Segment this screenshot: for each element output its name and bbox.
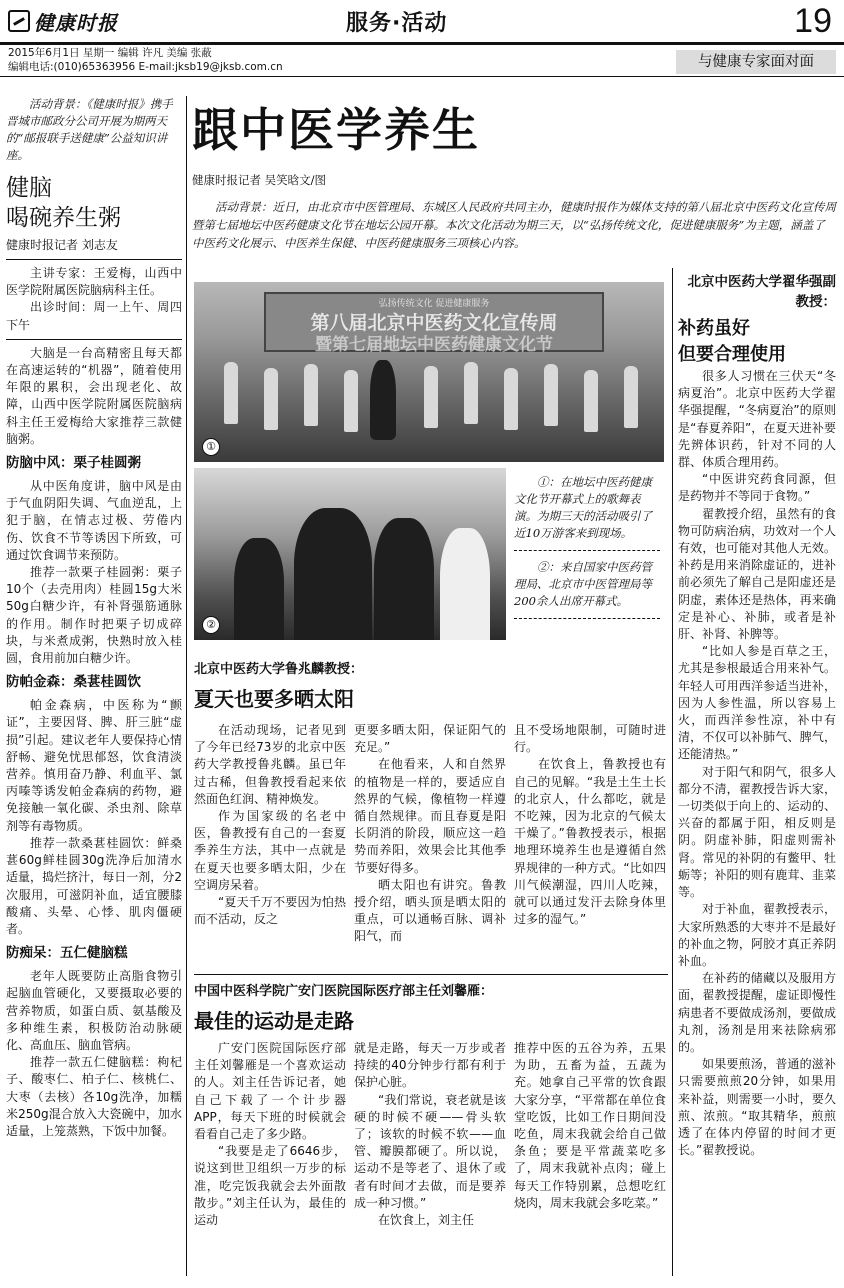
article2-col1 [194,1040,346,1229]
article1-paragraph: “夏天千万不要因为怕热而不活动，反之 [194,895,346,927]
masthead [0,0,844,78]
logo-text: 健康时报 [34,10,118,35]
left-paragraph: 老年人既要防止高脂食物引起脑血管硬化，又要摄取必要的营养物质，如蛋白质、氨基酸及多种维生素，积极防治动脉硬化、高血压、脑血管病。 [6,969,182,1052]
section-title: 服务·活动 [346,11,448,36]
left-paragraph: 推荐一款栗子桂圆粥：栗子10个（去壳用肉）桂圆15g大米50g白糖少许，有补肾强筋通脉的作用。制作时把栗子切成碎块，与米煮成粥，快熟时放入桂圆，食用前加白糖少许。 [6,565,182,666]
masthead-rule [0,42,844,45]
article1-col1 [194,722,346,946]
right-title-line1: 补药虽好 [678,318,750,339]
dancer-figure [544,364,558,426]
banner-line2: 暨第七届地坛中医药健康文化节 [315,335,553,355]
left-background: 活动背景：《健康时报》携手晋城市邮政分公司开展为期两天的“邮报联手送健康”公益知识讲座。 [6,97,173,162]
article2-paragraph: “我要是走了6646步，说这到世卫组织一万步的标准，吃完饭我就会去外面散散步。”刘主任认为，最佳的运动 [194,1144,346,1228]
dashed-divider [514,550,660,551]
left-subhead-3: 防痴呆：五仁健脑糕 [6,945,128,962]
date-line: 2015年6月1日 星期一 编辑 许凡 美编 张蔽 [8,47,212,59]
column-divider [186,96,187,1276]
dancer-figure [504,368,518,430]
right-paragraph: 很多人习惯在三伏天“冬病夏治”。北京中医药大学翟华强提醒，“冬病夏治”的原则是“春夏养阳”，在夏天进补要先辨体识药，针对不同的人群、体质合理用药。 [678,369,836,470]
newspaper-logo [8,6,118,36]
dancer-figure [344,370,358,432]
photo-captions [514,474,660,627]
stage-banner [264,292,604,355]
left-paragraph: 推荐一款五仁健脑糕：枸杞子、酸枣仁、柏子仁、核桃仁、大枣（去核）各10g洗净，加糯米250g混合放入大瓷碗中，加水适量，上笼蒸熟，下饭中加餐。 [6,1055,182,1138]
left-paragraph: 推荐一款桑葚桂圆饮：鲜桑葚60g鲜桂圆30g洗净后加清水适量，捣烂挤汁，每日一剂，分2次服用，可滋阴补血，适宜腰膝酸痛、头晕、心悸、肌肉僵硬者。 [6,835,182,936]
main-byline: 健康时报记者 吴笑晗文/图 [192,173,327,187]
column-tagline: 与健康专家面对面 [676,50,836,74]
main-background: 活动背景：近日，由北京市中医管理局、东城区人民政府共同主办，健康时报作为媒体支持的第八届北京中医药文化宣传周暨第七届地坛中医药健康文化节在地坛公园开幕。本次文化活动为期三天，以“弘扬传统文化，促进健康服务”为主题，涵盖了中医药文化展示、中医养生保健、中医药健康服务三项核心内容。 [192,200,836,250]
article1-body [194,722,668,946]
dashed-divider [514,618,660,619]
dancer-figure [464,362,478,424]
article1-paragraph: 在活动现场，记者见到了今年已经73岁的北京中医药大学教授鲁兆麟。虽已年过古稀，但鲁教授看起来依然面色红润、精神焕发。 [194,723,346,806]
photo-number-badge: ① [202,438,220,456]
main-feature-header [192,98,836,252]
left-byline: 健康时报记者 刘志友 [6,238,118,252]
article2-paragraph: “我们常说，衰老就是该硬的时候不硬——骨头软了；该软的时候不软——血管、瓣膜都硬了。所以说，运动不是等老了、退休了或者有时间才去做，而是要养成一种习惯。” [354,1092,506,1210]
right-paragraph: 对于补血，翟教授表示，大家所熟悉的大枣并不是最好的补血之物，阿胶才真正养阴补血。 [678,902,836,968]
left-paragraph: 帕金森病，中医称为“颤证”，主要因肾、脾、肝三脏“虚损”引起。建议老年人要保持心情舒畅、避免忧思郁怒，饮食清淡营养。慎用奋乃静、利血平、氯丙嗪等诱发帕金森病的药物，避免接触一氧化碳、杀虫剂、除草剂等有毒物质。 [6,698,182,833]
left-column-article [6,96,182,1140]
article2-header [194,982,668,1036]
photo-audience-guests [194,468,506,640]
article2-intro: 中国中医科学院广安门医院国际医疗部主任刘馨雁： [194,984,494,999]
masthead-bottom-rule [0,76,844,77]
right-paragraph: 对于阳气和阴气，很多人都分不清，翟教授告诉大家，一切类似于向上的、运动的、兴奋的都属于阳，相反则是阴。阴虚补肺，阳虚则需补肾。常见的补阴的有鳖甲、牡蛎等；补阳的则有鹿茸、韭菜等。 [678,764,836,900]
article2-title: 最佳的运动是走路 [194,1009,354,1033]
right-paragraph: 在补药的储藏以及服用方面，翟教授提醒，虚证即慢性病患者不要做成汤剂，要做成丸剂，汤剂是用来祛除病邪的。 [678,971,836,1054]
caption-2: ②：来自国家中医药管理局、北京市中医管理局等200余人出席开幕式。 [514,560,652,608]
article1-paragraph: 更要多晒太阳，保证阳气的充足。” [354,723,506,755]
divider [6,339,182,340]
article1-paragraph: 且不受场地限制，可随时进行。 [514,723,666,755]
main-headline: 跟中医学养生 [192,103,480,157]
right-paragraph: 翟教授介绍，虽然有的食物可防病治病，功效对一个人有效，也可能对其他人无效。补药是用来消除虚证的，进补前必须先了解自己是阳虚还是阴虚，素体还是热体，再来确定是补心、补肺，或者是补肝、补肾、补脾等。 [678,506,836,642]
issue-meta [8,46,283,74]
left-subhead-2: 防帕金森：桑葚桂圆饮 [6,674,141,691]
column-divider [672,268,673,1276]
photo-opening-performance [194,282,664,462]
article1-title: 夏天也要多晒太阳 [194,687,354,711]
logo-mark-icon [8,10,30,32]
left-title-line2: 喝碗养生粥 [6,204,121,230]
dancer-figure [584,370,598,432]
right-column-article [678,272,836,1159]
host-figure [370,360,396,440]
article1-paragraph: 在饮食上，鲁教授也有自己的见解。“我是土生土长的北京人，什么都吃，就是不吃辣，因为北京的气候太干燥了。”鲁教授表示，根据地理环境养生也是遵循自然界规律的一种方式。“比如四川气候潮湿，四川人吃辣，就可以通过发汗去除身体里过多的湿气。” [514,757,666,927]
right-paragraph: “中医讲究药食同源，但是药物并不等同于食物。” [678,472,836,504]
right-paragraph: 如果要煎汤，普通的滋补只需要煎煎20分钟，如果用来补益，则需要一小时，要久煎、浓煎。“取其精华，煎煎透了在体内停留的时间才更长。”翟教授说。 [678,1057,836,1158]
article2-body [194,1040,668,1229]
article1-paragraph: 在他看来，人和自然界的植物是一样的，要适应自然界的气候，像植物一样遵循自然规律。而且春夏是阳长阴消的阶段，顺应这一趋势而养阳，效果会比其他季节要好得多。 [354,757,506,875]
left-title [6,172,182,232]
article2-paragraph: 在饮食上，刘主任 [378,1213,475,1228]
dancer-figure [304,364,318,426]
divider [6,259,182,260]
page-number: 19 [794,2,832,40]
article1-paragraph: 晒太阳也有讲究。鲁教授介绍，晒头顶是晒太阳的重点，可以通畅百脉、调补阳气，而 [354,877,506,944]
dancer-figure [624,366,638,428]
article2-paragraph: 广安门医院国际医疗部主任刘馨雁是一个喜欢运动的人。刘主任告诉记者，她自己下载了一个计步器APP，每天下班的时候就会看看自己走了多少路。 [194,1041,346,1142]
article2-paragraph: 推荐中医的五谷为养，五果为助，五畜为益，五蔬为充。她拿自己平常的饮食跟大家分享，“平常都在单位食堂吃饭，比如工作日期间没吃鱼，周末我就会给自己做条鱼；要是平常蔬菜吃多了，周末我就补点肉；碰上每天工作特别累，总想吃红烧肉，周末我就会多吃菜。” [514,1041,666,1210]
banner-slogan: 弘扬传统文化 促进健康服务 [378,299,490,309]
dancer-figure [264,368,278,430]
left-paragraph: 从中医角度讲，脑中风是由于气血阴阳失调、气血逆乱，上犯于脑，在情志过极、劳倦内伤、饮食不节等诱因下所致，可通过饮食调节来预防。 [6,479,182,562]
photo-number-badge: ② [202,616,220,634]
article1-col2 [354,722,506,946]
contact-line: 编辑电话:(010)65363956 E-mail:jksb19@jksb.com.cn [8,61,283,73]
guest-figure [440,528,490,640]
dancer-figure [424,366,438,428]
right-paragraph: “比如人参是百草之王，尤其是参根最适合用来补气。年轻人可用西洋参适当进补，因为人参性温，所以容易上火，而西洋参性凉，补中有清，不仅可以补肺气、脾气，还能清热。” [678,644,836,762]
article1-header [194,660,668,714]
article1-col3 [514,722,666,946]
article2-col3 [514,1040,666,1229]
caption-1: ①：在地坛中医药健康文化节开幕式上的歌舞表演。为期三天的活动吸引了近10万游客来到现场。 [514,475,652,540]
right-title [678,316,836,368]
left-intro: 大脑是一台高精密且每天都在高速运转的“机器”，随着使用年限的累积，会出现老化、故障，山西中医学院附属医院脑病科主任王爱梅给大家推荐三款健脑粥。 [6,345,182,446]
guest-figure [294,508,372,640]
banner-line1: 第八届北京中医药文化宣传周 [310,312,558,334]
left-title-line1: 健脑 [6,174,52,200]
left-expert: 主讲专家：王爱梅，山西中医学院附属医院脑病科主任。 [6,266,182,298]
article1-intro: 北京中医药大学鲁兆麟教授： [194,662,364,677]
left-clinic-time: 出诊时间：周一上午、周四下午 [6,300,182,332]
article2-paragraph: 就是走路，每天一万步或者持续的40分钟步行都有利于保护心脏。 [354,1041,506,1090]
article1-paragraph: 作为国家级的名老中医，鲁教授有自己的一套夏季养生方法，其中一点就是在夏天也要多晒太阳，少在空调房呆着。 [194,809,346,892]
right-intro: 北京中医药大学翟华强副教授： [687,274,836,310]
right-title-line2: 但要合理使用 [678,344,786,365]
dancer-figure [224,362,238,424]
guest-figure [234,538,284,640]
guest-figure [374,518,434,640]
article2-col2 [354,1040,506,1229]
article-divider [194,974,668,975]
left-subhead-1: 防脑中风：栗子桂圆粥 [6,455,141,472]
